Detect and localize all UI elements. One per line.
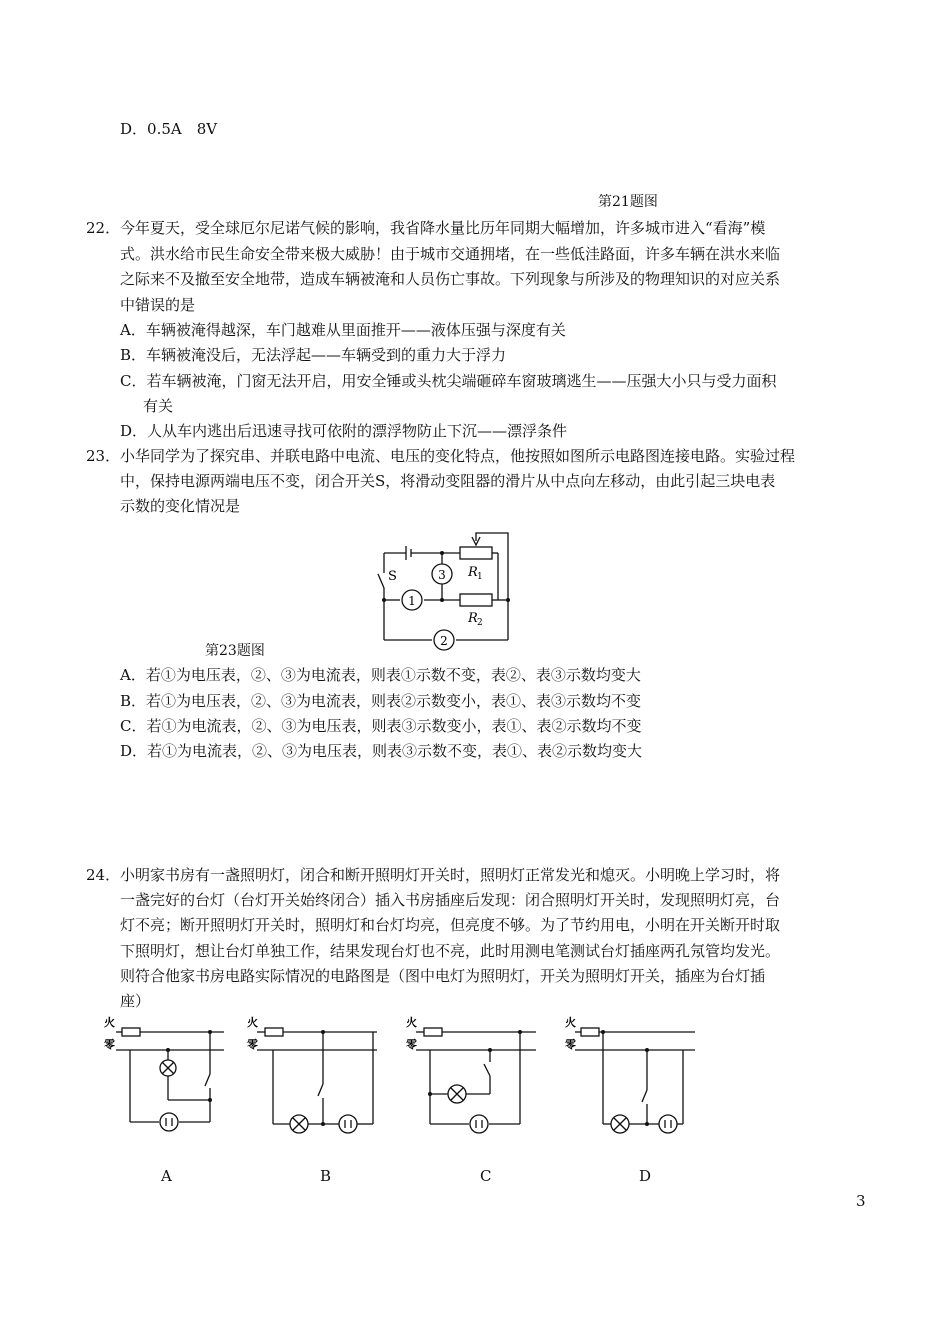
question-22-stem-line: 中错误的是	[120, 296, 196, 314]
r1-label: R	[468, 565, 478, 580]
r2-label: R	[468, 611, 478, 626]
r1-subscript: 1	[477, 572, 483, 582]
circuit-diagram-c	[404, 1012, 544, 1142]
diagram-d-label: D	[639, 1167, 652, 1185]
question-22-option-b: B．车辆被淹没后，无法浮起——车辆受到的重力大于浮力	[120, 346, 507, 364]
switch-label: S	[388, 569, 397, 584]
circuit-diagram-d	[563, 1012, 703, 1142]
question-22-stem-line: 式。洪水给市民生命安全带来极大威胁！由于城市交通拥堵，在一些低洼路面，许多车辆在洪水来临	[120, 245, 781, 263]
neutral-wire-label: 零	[104, 1038, 115, 1051]
question-23-option-d: D．若①为电流表，②、③为电压表，则表③示数不变，表①、表②示数均变大	[120, 742, 643, 760]
prev-option-d: D．0.5A 8V	[120, 120, 218, 138]
meter-3-label: 3	[438, 568, 446, 582]
question-23-number: 23．	[86, 447, 121, 465]
question-24-stem-line: 则符合他家书房电路实际情况的电路图是（图中电灯为照明灯，开关为照明灯开关，插座为台灯插	[120, 967, 766, 985]
circuit-diagram-a	[104, 1012, 234, 1142]
question-22-option-a: A．车辆被淹得越深，车门越难从里面推开——液体压强与深度有关	[120, 321, 566, 339]
r2-subscript: 2	[477, 618, 483, 628]
meter-1-label: 1	[408, 594, 416, 608]
question-24-stem-line: 一盏完好的台灯（台灯开关始终闭合）插入书房插座后发现：闭合照明灯开关时，发现照明灯亮，台	[120, 891, 781, 909]
live-wire-label: 火	[565, 1016, 576, 1029]
page-number: 3	[856, 1192, 866, 1210]
live-wire-label: 火	[104, 1016, 115, 1029]
question-22-option-d: D．人从车内逃出后迅速寻找可依附的漂浮物防止下沉——漂浮条件	[120, 422, 568, 440]
figure-21-caption: 第21题图	[598, 194, 658, 210]
live-wire-label: 火	[406, 1016, 417, 1029]
question-23-stem-line: 示数的变化情况是	[120, 497, 241, 515]
question-24-stem-line: 小明家书房有一盏照明灯，闭合和断开照明灯开关时，照明灯正常发光和熄灭。小明晚上学习时，将	[120, 866, 781, 884]
question-23-stem-line: 中，保持电源两端电压不变，闭合开关S，将滑动变阻器的滑片从中点向左移动，由此引起三块电表	[120, 472, 776, 490]
diagram-c-label: C	[480, 1167, 492, 1185]
question-22-option-c: C．若车辆被淹，门窗无法开启，用安全锤或头枕尖端砸碎车窗玻璃逃生——压强大小只与受力面积	[120, 372, 777, 390]
question-22-stem-line: 之际来不及撤至安全地带，造成车辆被淹和人员伤亡事故。下列现象与所涉及的物理知识的对应关系	[120, 270, 781, 288]
circuit-diagram-23	[370, 528, 520, 656]
question-23-option-a: A．若①为电压表，②、③为电流表，则表①示数不变，表②、表③示数均变大	[120, 666, 641, 684]
question-24-stem-line: 下照明灯，想让台灯单独工作，结果发现台灯也不亮，此时用测电笔测试台灯插座两孔氖管均发光。	[120, 942, 781, 960]
meter-2-label: 2	[440, 634, 448, 648]
question-22-option-c-cont: 有关	[143, 397, 174, 415]
circuit-diagram-b	[245, 1012, 385, 1142]
neutral-wire-label: 零	[247, 1038, 258, 1051]
question-22-stem-line: 今年夏天，受全球厄尔尼诺气候的影响，我省降水量比历年同期大幅增加，许多城市进入“看海”模	[120, 219, 766, 237]
question-24-stem-line: 灯不亮；断开照明灯开关时，照明灯和台灯均亮，但亮度不够。为了节约用电，小明在开关断开时取	[120, 916, 781, 934]
question-24-number: 24．	[86, 866, 121, 884]
question-24-stem-line: 座）	[120, 992, 151, 1010]
neutral-wire-label: 零	[406, 1038, 417, 1051]
neutral-wire-label: 零	[565, 1038, 576, 1051]
question-22-number: 22．	[86, 219, 121, 237]
figure-23-caption: 第23题图	[205, 643, 265, 659]
question-23-option-b: B．若①为电压表，②、③为电流表，则表②示数变小，表①、表③示数均不变	[120, 692, 642, 710]
question-23-option-c: C．若①为电流表，②、③为电压表，则表③示数变小，表①、表②示数均不变	[120, 717, 642, 735]
diagram-a-label: A	[161, 1167, 172, 1185]
diagram-b-label: B	[320, 1167, 332, 1185]
live-wire-label: 火	[247, 1016, 258, 1029]
question-23-stem-line: 小华同学为了探究串、并联电路中电流、电压的变化特点，他按照如图所示电路图连接电路。实验过程	[120, 447, 796, 465]
